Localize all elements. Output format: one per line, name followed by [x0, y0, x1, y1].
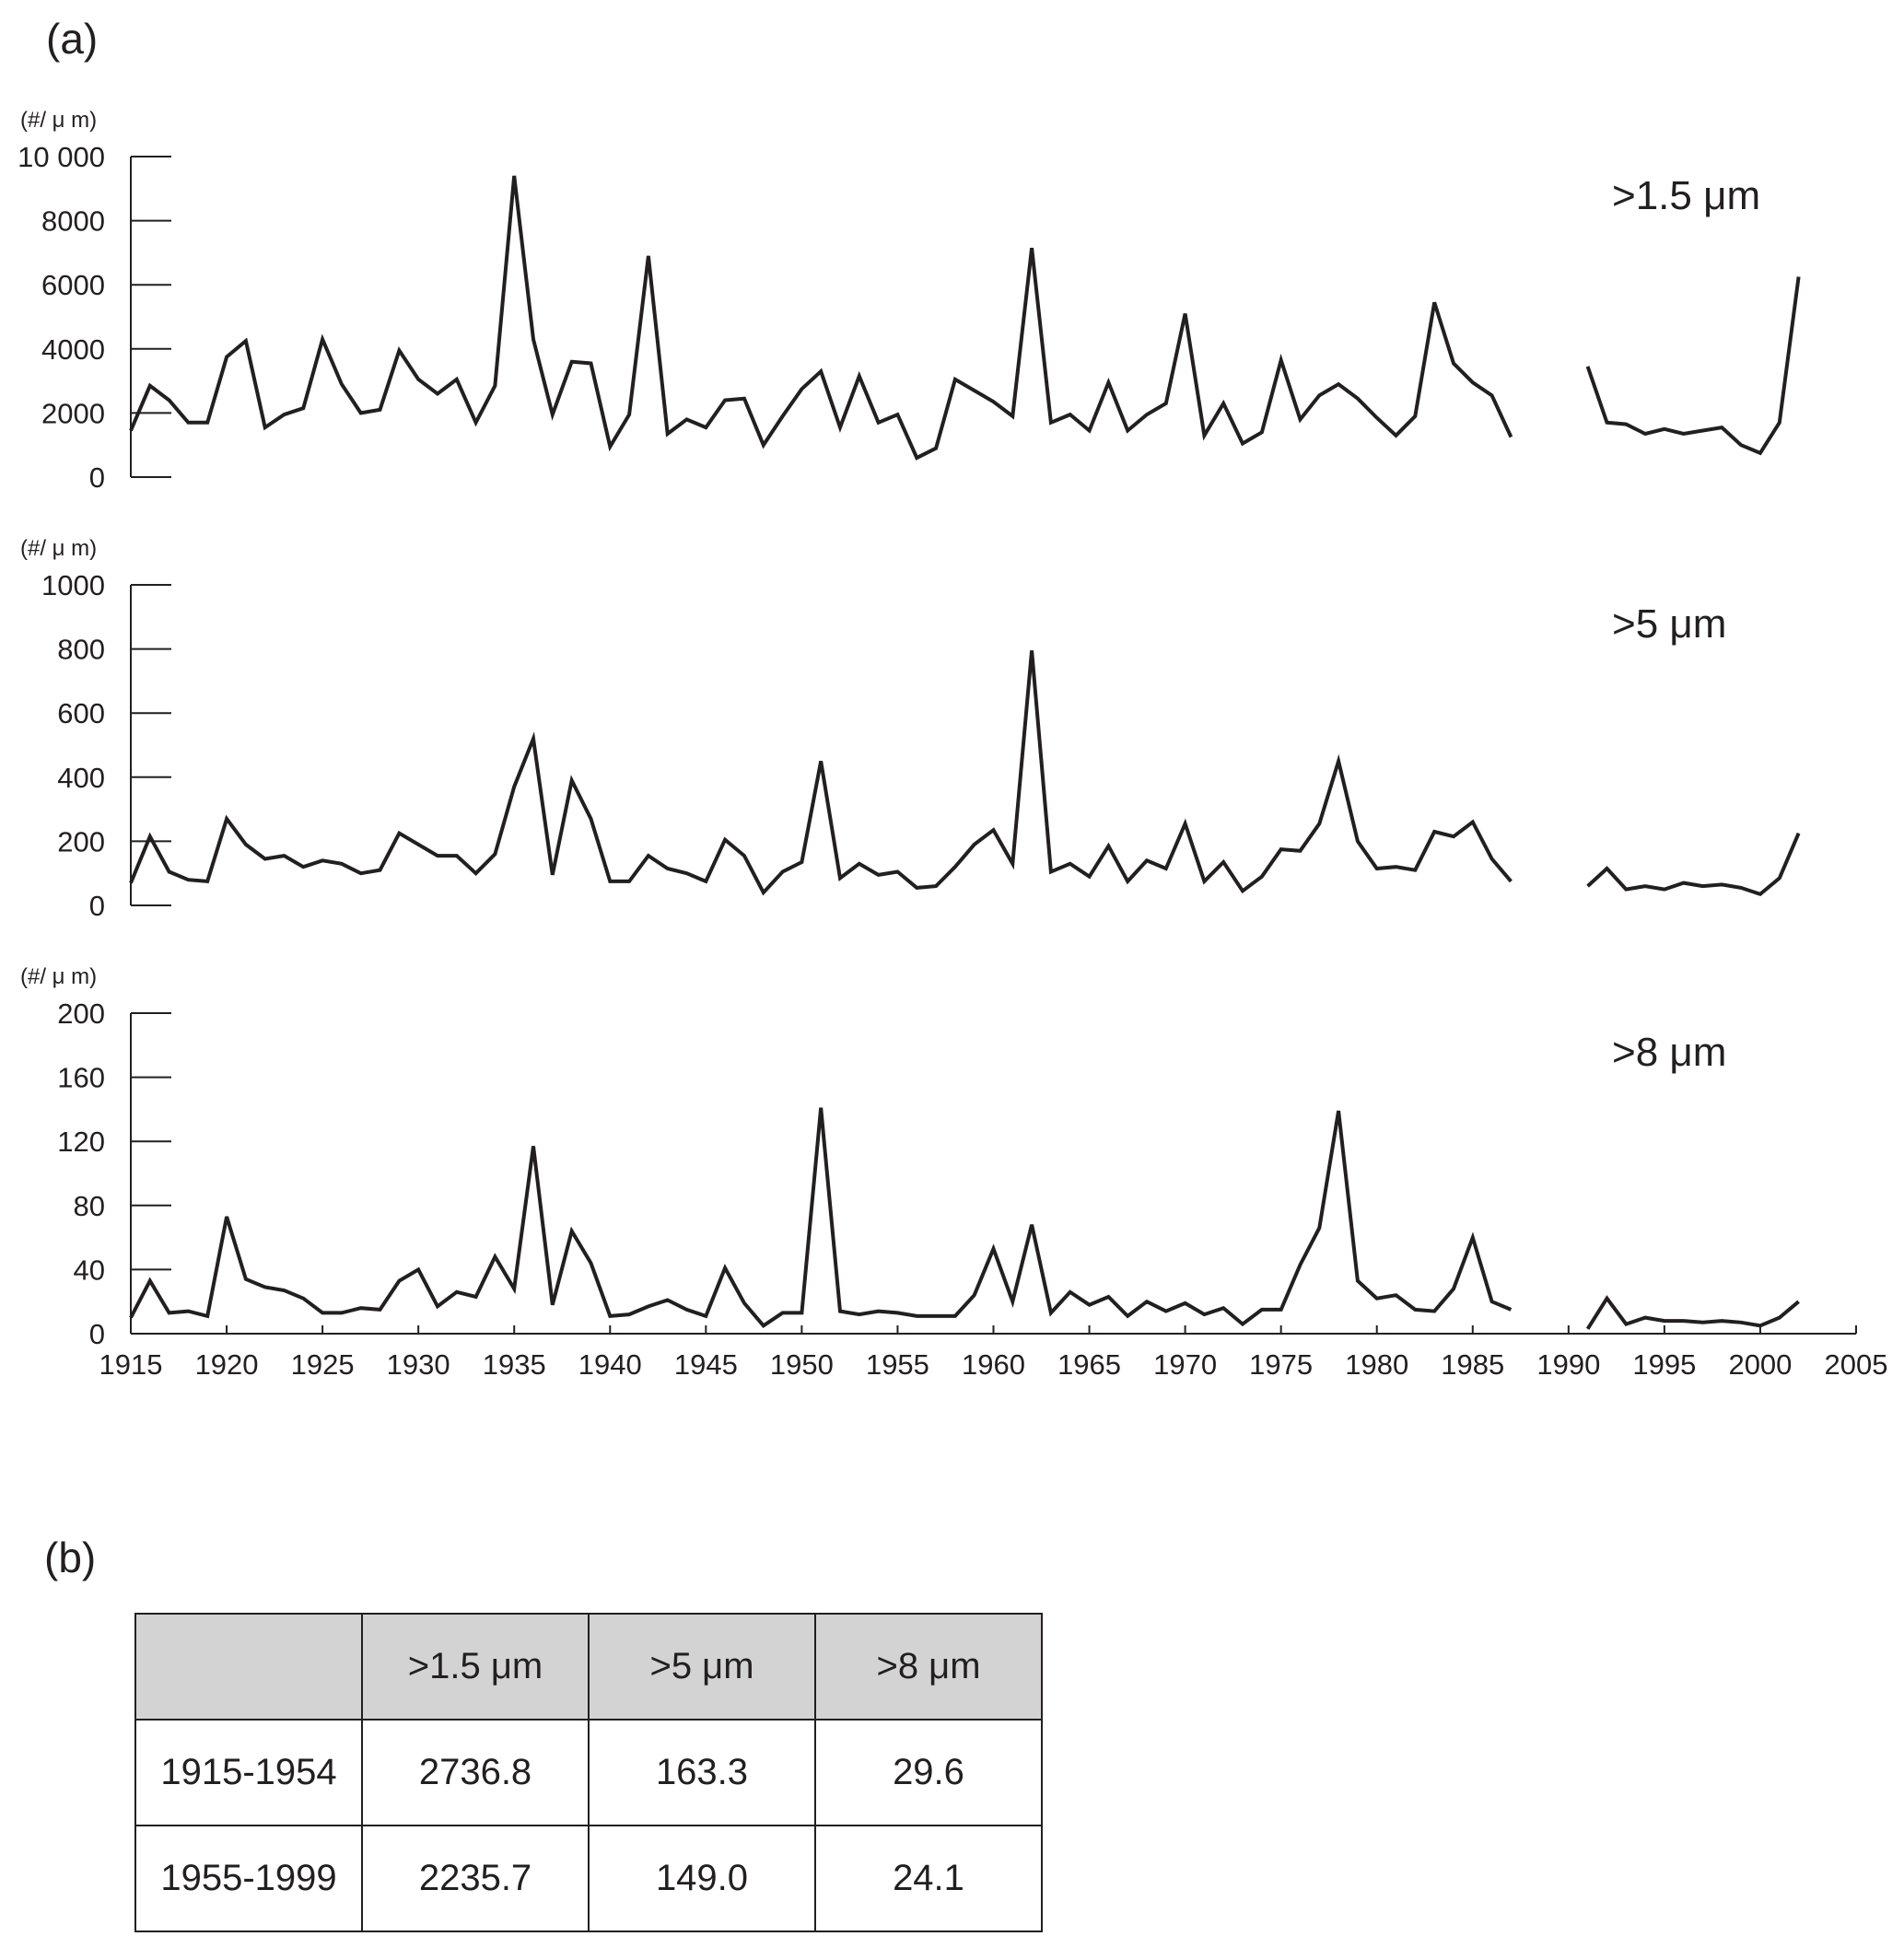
- y-tick-label: 10 000: [18, 141, 105, 173]
- table-cell: 29.6: [815, 1720, 1042, 1826]
- table-row: [135, 1720, 1042, 1826]
- series-line: [131, 1108, 1511, 1326]
- y-axis: [18, 141, 171, 494]
- y-tick-label: 120: [57, 1126, 105, 1159]
- y-axis: [41, 569, 171, 922]
- row-period-cell: 1955-1999: [135, 1826, 362, 1931]
- x-tick-label: 1940: [578, 1348, 642, 1381]
- table-cell: 163.3: [589, 1720, 815, 1826]
- x-tick-label: 2000: [1728, 1348, 1793, 1381]
- y-tick-label: 1000: [41, 569, 105, 601]
- x-tick-label: 1985: [1441, 1348, 1505, 1381]
- table-cell: 149.0: [589, 1826, 815, 1931]
- header-cell-5um: >5 μm: [589, 1614, 815, 1720]
- x-tick-label: 1990: [1536, 1348, 1601, 1381]
- y-tick-label: 2000: [41, 397, 105, 430]
- table-header-row: [135, 1614, 1042, 1720]
- data-line-group: [131, 176, 1799, 458]
- row-period-cell: 1915-1954: [135, 1720, 362, 1826]
- x-tick-label: 1925: [290, 1348, 355, 1381]
- y-tick-label: 200: [57, 825, 105, 858]
- y-tick-label: 600: [57, 697, 105, 730]
- panel-b-label: (b): [44, 1534, 97, 1581]
- header-cell-8um: >8 μm: [815, 1614, 1042, 1720]
- data-line-group: [131, 1108, 1799, 1329]
- series-line: [1588, 277, 1799, 453]
- data-line-group: [131, 650, 1799, 894]
- series-label: >1.5 μm: [1612, 173, 1761, 218]
- series-line: [1588, 834, 1799, 894]
- series-line: [1588, 1299, 1799, 1329]
- table-row: [135, 1826, 1042, 1931]
- x-tick-label: 1965: [1057, 1348, 1122, 1381]
- x-tick-label: 1945: [673, 1348, 738, 1381]
- unit-label: (#/ μ m): [20, 536, 98, 561]
- panel-a-label: (a): [46, 15, 99, 63]
- table-cell: 2235.7: [362, 1826, 589, 1931]
- x-tick-label: 1975: [1249, 1348, 1314, 1381]
- x-axis: [99, 1325, 1888, 1381]
- x-tick-label: 1970: [1153, 1348, 1218, 1381]
- chart-panel-1p5um: [18, 108, 1798, 494]
- series-label: >5 μm: [1612, 601, 1727, 647]
- y-tick-label: 6000: [41, 269, 105, 302]
- x-tick-label: 2005: [1824, 1348, 1888, 1381]
- y-tick-label: 0: [88, 890, 105, 922]
- header-corner-cell: [135, 1614, 362, 1720]
- y-tick-label: 200: [57, 997, 105, 1030]
- x-tick-label: 1960: [962, 1348, 1025, 1381]
- x-tick-label: 1920: [194, 1348, 259, 1381]
- y-tick-label: 8000: [41, 204, 105, 238]
- y-tick-label: 4000: [41, 332, 105, 366]
- unit-label: (#/ μ m): [20, 964, 98, 989]
- x-tick-label: 1935: [482, 1348, 546, 1381]
- series-line: [131, 650, 1511, 892]
- x-tick-label: 1955: [865, 1348, 929, 1381]
- x-tick-label: 1930: [386, 1348, 450, 1381]
- y-tick-label: 800: [57, 633, 105, 666]
- summary-table: [134, 1613, 1043, 1932]
- series-line: [131, 176, 1511, 458]
- table-cell: 24.1: [815, 1826, 1042, 1931]
- x-tick-label: 1980: [1345, 1348, 1409, 1381]
- x-tick-label: 1950: [769, 1348, 834, 1381]
- y-tick-label: 0: [88, 461, 105, 494]
- y-tick-label: 40: [73, 1254, 105, 1287]
- x-tick-label: 1995: [1632, 1348, 1697, 1381]
- chart-panel-8um: [20, 964, 1887, 1381]
- y-tick-label: 0: [88, 1318, 105, 1350]
- y-tick-label: 160: [57, 1061, 105, 1094]
- y-axis: [57, 997, 171, 1350]
- y-tick-label: 80: [73, 1189, 105, 1222]
- unit-label: (#/ μ m): [20, 108, 98, 133]
- header-cell-1p5um: >1.5 μm: [362, 1614, 589, 1720]
- chart-panel-5um: [20, 536, 1799, 922]
- x-tick-label: 1915: [99, 1348, 163, 1381]
- y-tick-label: 400: [57, 761, 105, 794]
- series-label: >8 μm: [1612, 1030, 1727, 1075]
- table-cell: 2736.8: [362, 1720, 589, 1826]
